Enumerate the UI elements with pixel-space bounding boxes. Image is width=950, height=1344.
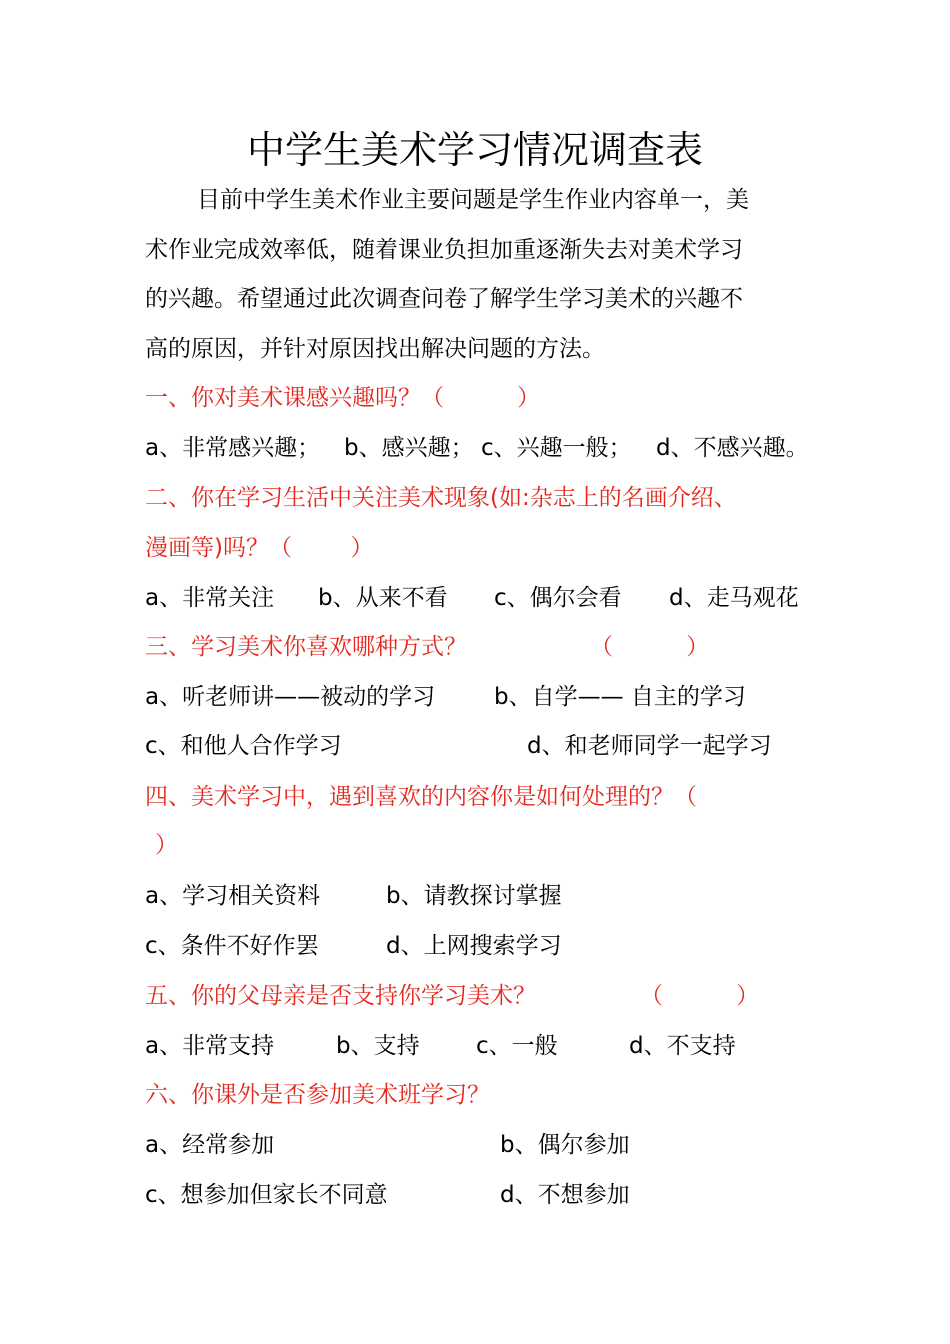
q1-option-c[interactable]: c、兴趣一般； <box>481 435 632 461</box>
q6-option-d[interactable]: d、不想参加 <box>500 1182 630 1208</box>
q1-option-d[interactable]: d、不感兴趣。 <box>656 435 809 461</box>
q1-option-b[interactable]: b、感兴趣； <box>344 435 474 461</box>
q2-option-d[interactable]: d、走马观花 <box>669 585 799 611</box>
question-5: 五、你的父母亲是否支持你学习美术？ <box>145 983 536 1009</box>
q4-option-d[interactable]: d、上网搜索学习 <box>386 933 562 959</box>
question-1: 一、你对美术课感兴趣吗？（ ） <box>145 385 541 411</box>
intro-line-1: 目前中学生美术作业主要问题是学生作业内容单一，美 <box>197 187 749 213</box>
q3-option-c[interactable]: c、和他人合作学习 <box>145 733 342 759</box>
question-6: 六、你课外是否参加美术班学习？ <box>145 1082 490 1108</box>
q4-option-c[interactable]: c、条件不好作罢 <box>145 933 319 959</box>
intro-line-3: 的兴趣。希望通过此次调查问卷了解学生学习美术的兴趣不 <box>145 286 743 312</box>
q5-option-d[interactable]: d、不支持 <box>629 1033 736 1059</box>
q2-option-c[interactable]: c、偶尔会看 <box>494 585 622 611</box>
q4-option-a[interactable]: a、学习相关资料 <box>145 883 321 909</box>
q6-option-b[interactable]: b、偶尔参加 <box>500 1132 630 1158</box>
q5-option-b[interactable]: b、支持 <box>336 1033 420 1059</box>
question-4: 四、美术学习中，遇到喜欢的内容你是如何处理的？（ <box>145 784 697 810</box>
question-2: 二、你在学习生活中关注美术现象(如:杂志上的名画介绍、 <box>145 485 737 511</box>
question-2-cont: 漫画等)吗？（ ） <box>145 535 374 561</box>
question-5-answer-blank: （ ） <box>640 983 760 1009</box>
q2-option-b[interactable]: b、从来不看 <box>318 585 448 611</box>
q5-option-a[interactable]: a、非常支持 <box>145 1033 275 1059</box>
q5-option-c[interactable]: c、一般 <box>476 1033 558 1059</box>
question-3: 三、学习美术你喜欢哪种方式？ <box>145 634 467 660</box>
q6-option-a[interactable]: a、经常参加 <box>145 1132 275 1158</box>
page-title: 中学生美术学习情况调查表 <box>246 128 703 172</box>
q4-option-b[interactable]: b、请教探讨掌握 <box>386 883 562 909</box>
q1-option-a[interactable]: a、非常感兴趣； <box>145 435 321 461</box>
q6-option-c[interactable]: c、想参加但家长不同意 <box>145 1182 388 1208</box>
q3-option-a[interactable]: a、听老师讲——被动的学习 <box>145 684 436 710</box>
q2-option-a[interactable]: a、非常关注 <box>145 585 275 611</box>
q3-option-b[interactable]: b、自学—— 自主的学习 <box>494 684 746 710</box>
intro-line-4: 高的原因，并针对原因找出解决问题的方法。 <box>145 336 605 362</box>
question-4-cont: ） <box>155 832 178 858</box>
q3-option-d[interactable]: d、和老师同学一起学习 <box>527 733 772 759</box>
question-3-answer-blank: （ ） <box>590 634 710 660</box>
intro-line-2: 术作业完成效率低，随着课业负担加重逐渐失去对美术学习 <box>145 237 743 263</box>
